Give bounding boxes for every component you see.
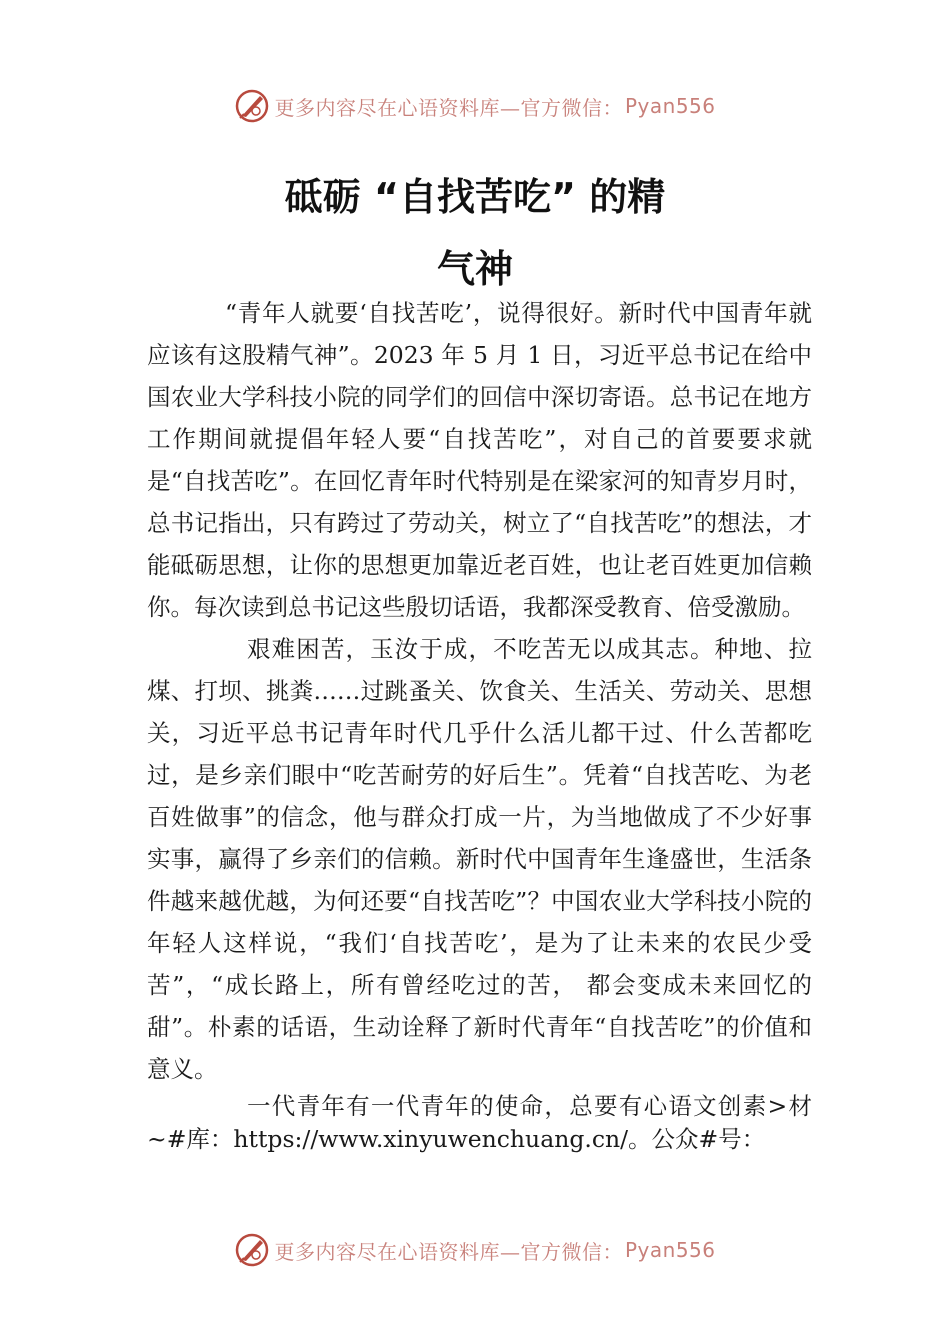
- quill-logo-icon: [234, 88, 270, 124]
- quill-logo-icon: [234, 1232, 270, 1268]
- article-title-line-1: 砥砺 “自找苦吃” 的精: [284, 175, 666, 219]
- watermark-text: 更多内容尽在心语资料库—官方微信：: [274, 1239, 623, 1264]
- header-watermark: [0, 88, 950, 124]
- paragraph-2: 艰难困苦，玉汝于成，不吃苦无以成其志。种地、拉煤、打坝、挑粪……过跳蚤关、饮食关、生活关、劳动关、思想关，习近平总书记青年时代几乎什么活儿都干过、什么苦都吃过，是乡亲们眼中“吃苦耐劳的好后生”。凭着“自找苦吃、为老百姓做事”的信念，他与群众打成一片，为当地做成了不少好事实事，赢得了乡亲们的信赖。新时代中国青年生逢盛世，生活条件越来越优越，为何还要“自找苦吃”？中国农业大学科技小院的年轻人这样说，“我们‘自找苦吃’，是为了让未来的农民少受苦”，“成长路上，所有曾经吃过的苦， 都会变成未来回忆的甜”。朴素的话语，生动诠释了新时代青年“自找苦吃”的价值和意义。: [147, 635, 812, 1083]
- watermark-wechat-id: Pyan556: [624, 1238, 716, 1262]
- footer-watermark: [0, 1232, 950, 1268]
- article-title-line-2: 气神: [436, 247, 513, 291]
- article-body: [147, 292, 812, 1156]
- watermark-wechat-id: Pyan556: [624, 94, 716, 118]
- paragraph-1: “青年人就要‘自找苦吃’，说得很好。新时代中国青年就应该有这股精气神”。2023 年 5 月 1 日，习近平总书记在给中国农业大学科技小院的同学们的回信中深切寄语。总书记在地方工作期间就提倡年轻人要“自找苦吃”，对自己的首要要求就是“自找苦吃”。在回忆青年时代特别是在梁家河的知青岁月时，总书记指出，只有跨过了劳动关，树立了“自找苦吃”的想法，才能砥砺思想，让你的思想更加靠近老百姓，也让老百姓更加信赖你。每次读到总书记这些殷切话语，我都深受教育、倍受激励。: [147, 299, 812, 621]
- paragraph-3: 一代青年有一代青年的使命，总要有心语文创素>材~#库：https://www.xinyuwenchuang.cn/。公众#号：: [147, 1092, 812, 1153]
- watermark-text: 更多内容尽在心语资料库—官方微信：: [274, 95, 623, 120]
